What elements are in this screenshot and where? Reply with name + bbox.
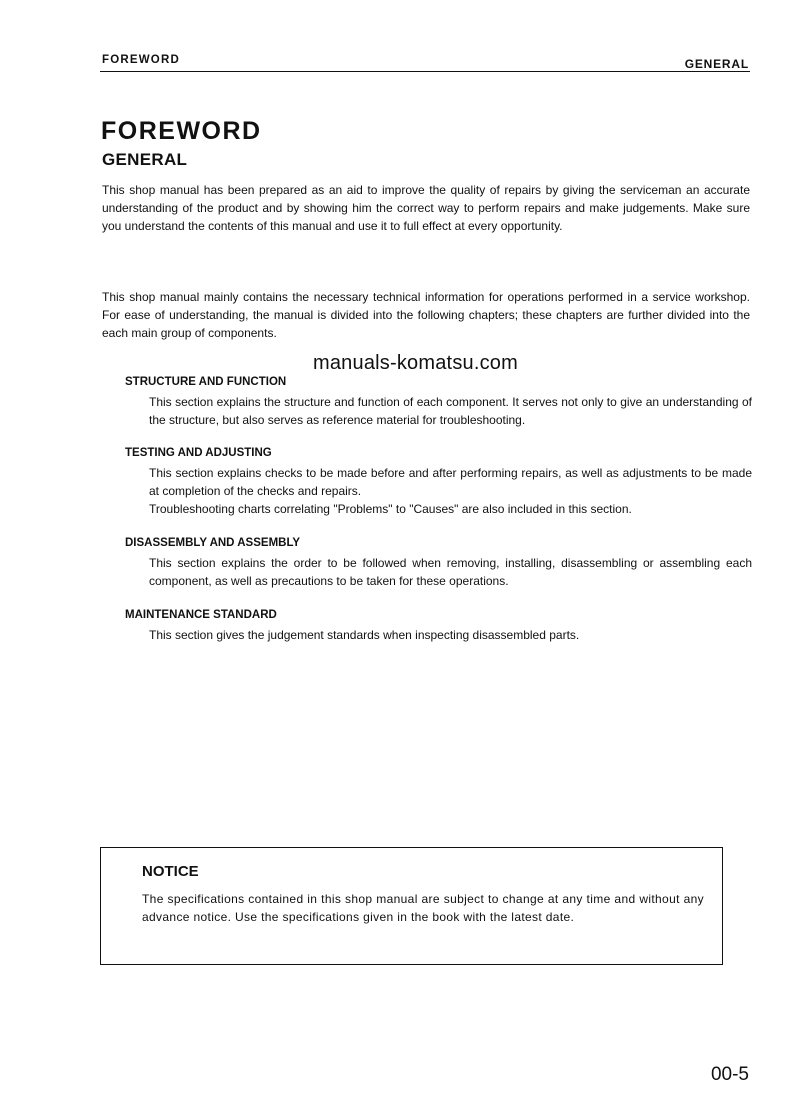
- header-rule: [100, 71, 750, 72]
- section-body-maintenance: This section gives the judgement standards when inspecting disassembled parts.: [149, 628, 580, 642]
- section-title-maintenance: MAINTENANCE STANDARD: [125, 609, 277, 621]
- page-title: FOREWORD: [101, 117, 262, 145]
- page-number: 00-5: [710, 1064, 749, 1085]
- section-body-testing: This section explains checks to be made before and after performing repairs, as well as adjustments to be made at completion of the checks and repairs.: [149, 466, 752, 498]
- section-body-structure: This section explains the structure and function of each component. It serves not only to give an understanding of the structure, but also serves as reference material for troubleshooting.: [149, 395, 752, 427]
- contents-paragraph: This shop manual mainly contains the necessary technical information for operations performed in a service workshop. For ease of understanding, the manual is divided into the following chapters; these chapters are further divided into the each main group of components.: [102, 290, 750, 340]
- section-title-testing: TESTING AND ADJUSTING: [125, 447, 272, 459]
- watermark: manuals-komatsu.com: [313, 352, 518, 374]
- section-title-disassembly: DISASSEMBLY AND ASSEMBLY: [125, 537, 301, 549]
- running-header-right: GENERAL: [684, 57, 749, 71]
- intro-paragraph: This shop manual has been prepared as an aid to improve the quality of repairs by giving the serviceman an accurate understanding of the product and by showing him the correct way to perform repairs and make judgements. Make sure you understand the contents of this manual and use it to full effect at every opportunity.: [102, 183, 750, 233]
- notice-text: The specifications contained in this shop manual are subject to change at any time and without any advance notice. Use the specifications given in the book with the latest date.: [142, 892, 704, 924]
- section-body-testing-troubleshooting: Troubleshooting charts correlating "Problems" to "Causes" are also included in this section.: [149, 502, 632, 516]
- notice-title: NOTICE: [142, 863, 199, 880]
- section-body-disassembly: This section explains the order to be followed when removing, installing, disassembling or assembling each component, as well as precautions to be taken for these operations.: [149, 556, 752, 588]
- page-subtitle: GENERAL: [102, 150, 188, 169]
- section-title-structure: STRUCTURE AND FUNCTION: [125, 376, 287, 388]
- notice-box: [100, 847, 723, 965]
- running-header-left: FOREWORD: [102, 54, 180, 66]
